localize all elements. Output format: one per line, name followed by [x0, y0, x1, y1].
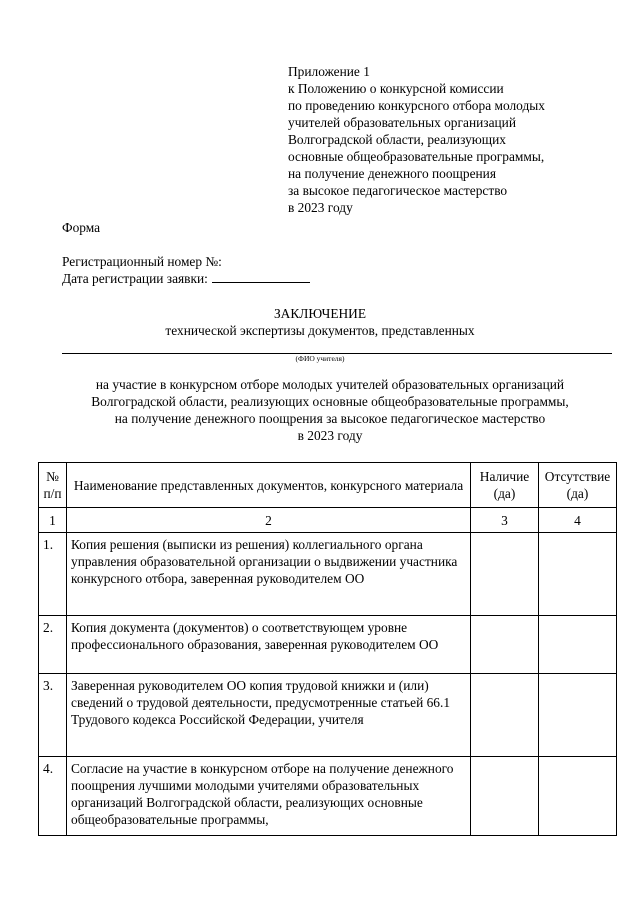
row-number: 3.	[39, 674, 67, 757]
column-number: 1	[39, 508, 67, 533]
appendix-line: к Положению о конкурсной комиссии	[288, 81, 504, 96]
intro-line: Волгоградской области, реализующих основные общеобразовательные программы,	[91, 394, 569, 409]
documents-table	[38, 462, 617, 836]
appendix-line: за высокое педагогическое мастерство	[288, 183, 508, 198]
intro-line: в 2023 году	[297, 428, 363, 443]
registration-block	[62, 253, 310, 287]
teacher-name-caption: (ФИО учителя)	[295, 354, 345, 363]
row-absent-cell[interactable]	[539, 757, 617, 836]
appendix-line: учителей образовательных организаций	[288, 115, 517, 130]
registration-date-blank	[212, 270, 310, 283]
row-document-text: Заверенная руководителем ОО копия трудовой книжки и (или) сведений о трудовой деятельности, предусмотренные статьей 66.1 Трудового кодекса Российской Федерации, учителя	[67, 674, 471, 757]
column-number-row	[39, 508, 617, 533]
conclusion-title: ЗАКЛЮЧЕНИЕ	[273, 306, 367, 321]
row-absent-cell[interactable]	[539, 616, 617, 674]
row-present-cell[interactable]	[471, 533, 539, 616]
row-present-cell[interactable]	[471, 616, 539, 674]
form-label: Форма	[62, 220, 101, 235]
appendix-line: Волгоградской области, реализующих	[288, 132, 506, 147]
column-number: 4	[539, 508, 617, 533]
row-absent-cell[interactable]	[539, 674, 617, 757]
header-number: № п/п	[39, 463, 67, 508]
conclusion-subtitle: технической экспертизы документов, представленных	[165, 323, 475, 338]
row-absent-cell[interactable]	[539, 533, 617, 616]
table-row	[39, 674, 617, 757]
column-number: 2	[67, 508, 471, 533]
appendix-line: Приложение 1	[288, 64, 370, 79]
table-row	[39, 616, 617, 674]
row-document-text: Согласие на участие в конкурсном отборе на получение денежного поощрения лучшими молодыми учителями образовательных организаций Волгоградской области, реализующих основные общеобразовательные программы,	[67, 757, 471, 836]
row-number: 4.	[39, 757, 67, 836]
appendix-block	[288, 63, 628, 216]
appendix-line: основные общеобразовательные программы,	[288, 149, 545, 164]
table-row	[39, 533, 617, 616]
intro-line: на участие в конкурсном отборе молодых учителей образовательных организаций	[95, 377, 565, 392]
appendix-line: по проведению конкурсного отбора молодых	[288, 98, 545, 113]
registration-date-label: Дата регистрации заявки:	[62, 271, 208, 286]
header-document-name: Наименование представленных документов, конкурсного материала	[67, 463, 471, 508]
header-absent: Отсутствие (да)	[539, 463, 617, 508]
header-present: Наличие (да)	[471, 463, 539, 508]
row-document-text: Копия документа (документов) о соответствующем уровне профессионального образования, заверенная руководителем ОО	[67, 616, 471, 674]
row-present-cell[interactable]	[471, 757, 539, 836]
conclusion-intro	[0, 376, 640, 444]
table-header-row	[39, 463, 617, 508]
registration-number-label: Регистрационный номер №:	[62, 254, 222, 269]
registration-date-row	[62, 270, 310, 287]
row-number: 2.	[39, 616, 67, 674]
appendix-line: на получение денежного поощрения	[288, 166, 496, 181]
row-present-cell[interactable]	[471, 674, 539, 757]
intro-line: на получение денежного поощрения за высокое педагогическое мастерство	[114, 411, 546, 426]
appendix-line: в 2023 году	[288, 200, 353, 215]
row-number: 1.	[39, 533, 67, 616]
table-row	[39, 757, 617, 836]
row-document-text: Копия решения (выписки из решения) коллегиального органа управления образовательной организации о выдвижении участника конкурсного отбора, заверенная руководителем ОО	[67, 533, 471, 616]
column-number: 3	[471, 508, 539, 533]
